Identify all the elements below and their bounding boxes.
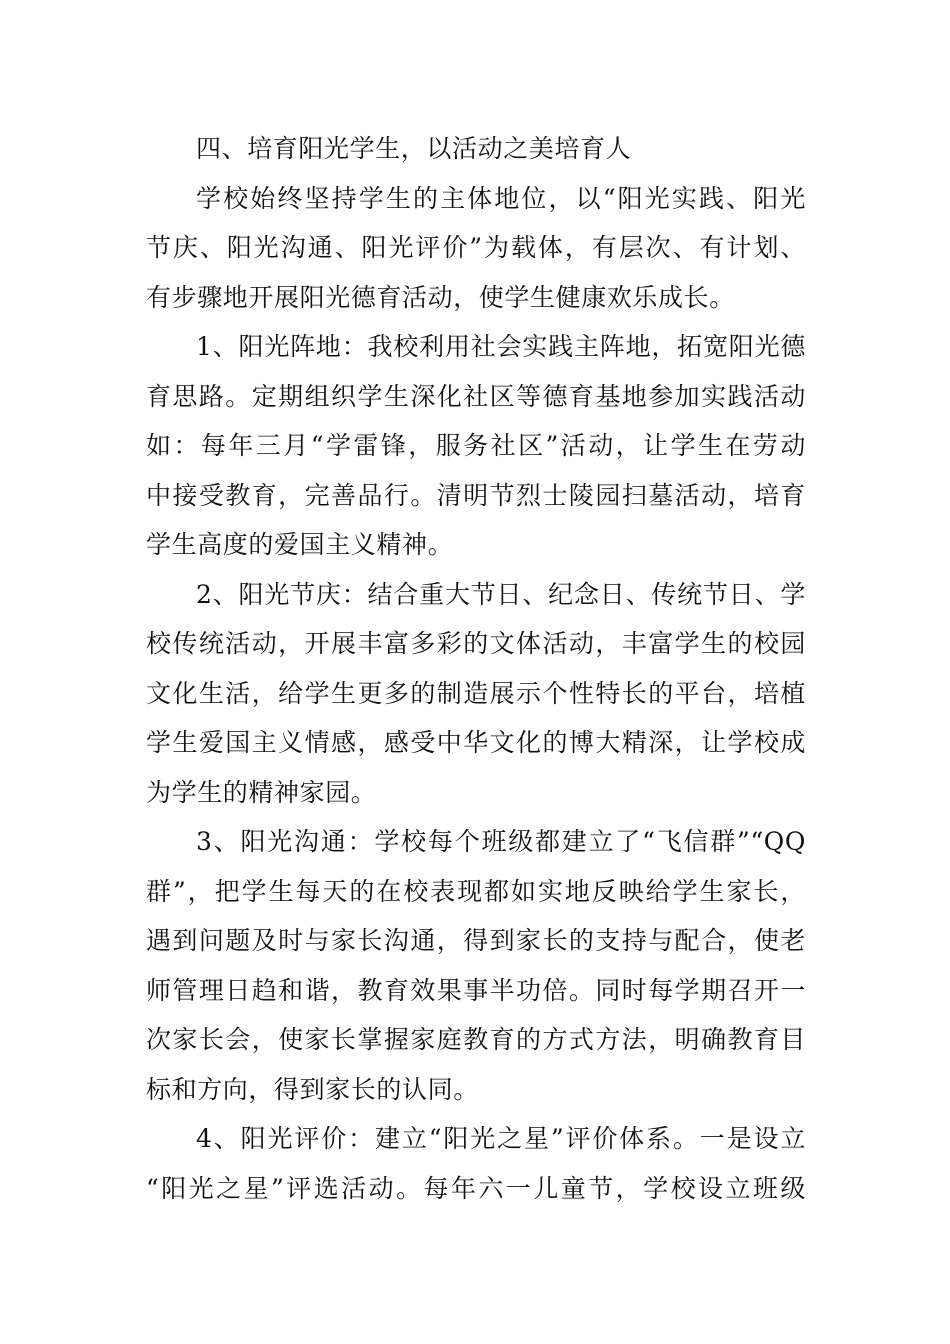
text-line: 标和方向，得到家长的认同。 — [146, 1074, 479, 1104]
text-line: 2、阳光节庆：结合重大节日、纪念日、传统节日、学 — [196, 579, 806, 609]
text-line: 中接受教育，完善品行。清明节烈士陵园扫墓活动，培育 — [146, 480, 806, 510]
text-line: 如：每年三月“学雷锋，服务社区”活动，让学生在劳动 — [146, 431, 806, 460]
text-line: “阳光之星”评选活动。每年六一儿童节，学校设立班级 — [146, 1173, 806, 1203]
text-line: 遇到问题及时与家长沟通，得到家长的支持与配合，使老 — [146, 926, 806, 955]
text-line: 育思路。定期组织学生深化社区等德育基地参加实践活动 — [146, 381, 806, 411]
text-line: 学生高度的爱国主义精神。 — [146, 530, 454, 559]
text-line: 1、阳光阵地：我校利用社会实践主阵地，拓宽阳光德 — [196, 332, 806, 361]
text-line: 次家长会，使家长掌握家庭教育的方式方法，明确教育目 — [146, 1025, 806, 1054]
document-body — [146, 124, 806, 1213]
text-line: 学校始终坚持学生的主体地位，以“阳光实践、阳光 — [196, 183, 806, 213]
text-line: 学生爱国主义情感，感受中华文化的博大精深，让学校成 — [146, 728, 806, 757]
text-line: 4、阳光评价：建立“阳光之星”评价体系。一是设立 — [196, 1124, 806, 1153]
text-line: 群”，把学生每天的在校表现都如实地反映给学生家长， — [146, 876, 806, 906]
text-line: 四、培育阳光学生，以活动之美培育人 — [196, 134, 632, 163]
text-line: 校传统活动，开展丰富多彩的文体活动，丰富学生的校园 — [146, 629, 806, 658]
text-line: 师管理日趋和谐，教育效果事半功倍。同时每学期召开一 — [146, 975, 806, 1005]
text-line: 有步骤地开展阳光德育活动，使学生健康欢乐成长。 — [146, 282, 735, 312]
text-line: 文化生活，给学生更多的制造展示个性特长的平台，培植 — [146, 678, 806, 708]
text-line: 为学生的精神家园。 — [146, 777, 377, 807]
text-line: 3、阳光沟通：学校每个班级都建立了“飞信群”“QQ — [196, 827, 806, 856]
text-line: 节庆、阳光沟通、阳光评价”为载体，有层次、有计划、 — [146, 233, 806, 262]
